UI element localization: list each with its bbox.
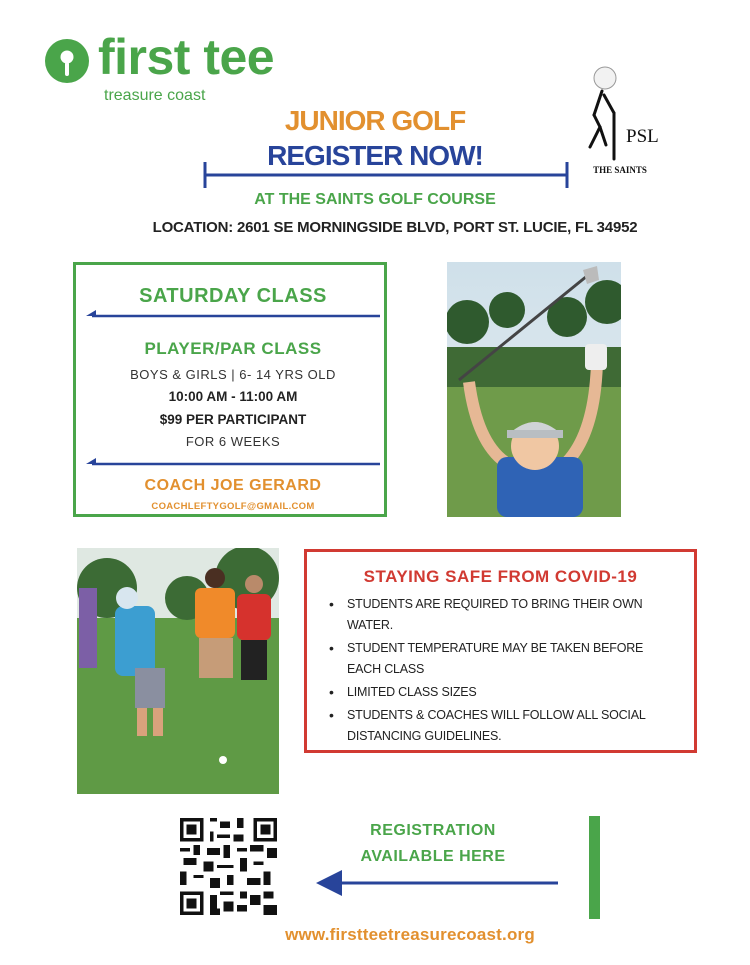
list-item: • STUDENTS ARE REQUIRED TO BRING THEIR OWN WATER.	[329, 594, 679, 636]
list-item: • STUDENT TEMPERATURE MAY BE TAKEN BEFORE EACH CLASS	[329, 638, 679, 680]
first-tee-logo-icon	[44, 38, 90, 84]
covid-guidelines-list	[329, 594, 679, 749]
saints-caption: THE SAINTS	[593, 165, 647, 175]
left-arrow-icon	[314, 866, 562, 900]
left-arrow-divider	[86, 455, 380, 471]
photo-kids-putting	[77, 548, 279, 794]
class-day: SATURDAY CLASS	[139, 285, 327, 307]
covid-title: STAYING SAFE FROM COVID-19	[363, 567, 638, 586]
list-item: • STUDENTS & COACHES WILL FOLLOW ALL SOCIAL DISTANCING GUIDELINES.	[329, 705, 679, 747]
register-now-heading: REGISTER NOW!	[267, 140, 483, 171]
class-info-box	[73, 262, 387, 517]
qr-code-icon[interactable]	[180, 818, 277, 915]
coach-name: COACH JOE GERARD	[144, 477, 322, 494]
registration-label: REGISTRATION	[370, 822, 496, 839]
website-link[interactable]: www.firstteetreasurecoast.org	[285, 925, 535, 944]
green-accent-bar	[589, 816, 600, 919]
photo-boy-celebrating	[447, 262, 621, 517]
headline: JUNIOR GOLF	[284, 105, 466, 136]
brand-name: first tee	[98, 29, 275, 85]
psl-monogram: PSL	[626, 126, 659, 147]
golfer-stick-figure-icon	[580, 65, 660, 177]
registration-available-label: AVAILABLE HERE	[360, 848, 506, 865]
brand-subtitle: treasure coast	[104, 87, 206, 104]
location-address: LOCATION: 2601 SE MORNINGSIDE BLVD, PORT ST. LUCIE, FL 34952	[152, 219, 638, 236]
left-arrow-divider	[86, 307, 380, 323]
course-name: AT THE SAINTS GOLF COURSE	[254, 191, 496, 208]
class-audience: BOYS & GIRLS | 6- 14 YRS OLD	[130, 367, 336, 382]
coach-email: COACHLEFTYGOLF@GMAIL.COM	[151, 501, 315, 512]
class-price: $99 PER PARTICIPANT	[159, 412, 307, 427]
class-name: PLAYER/PAR CLASS	[144, 339, 322, 358]
covid-safety-box	[304, 549, 697, 753]
class-duration: FOR 6 WEEKS	[185, 434, 281, 449]
double-end-rule	[200, 160, 572, 190]
list-item: • LIMITED CLASS SIZES	[329, 682, 679, 703]
class-time: 10:00 AM - 11:00 AM	[168, 389, 298, 404]
saints-logo	[580, 65, 660, 177]
